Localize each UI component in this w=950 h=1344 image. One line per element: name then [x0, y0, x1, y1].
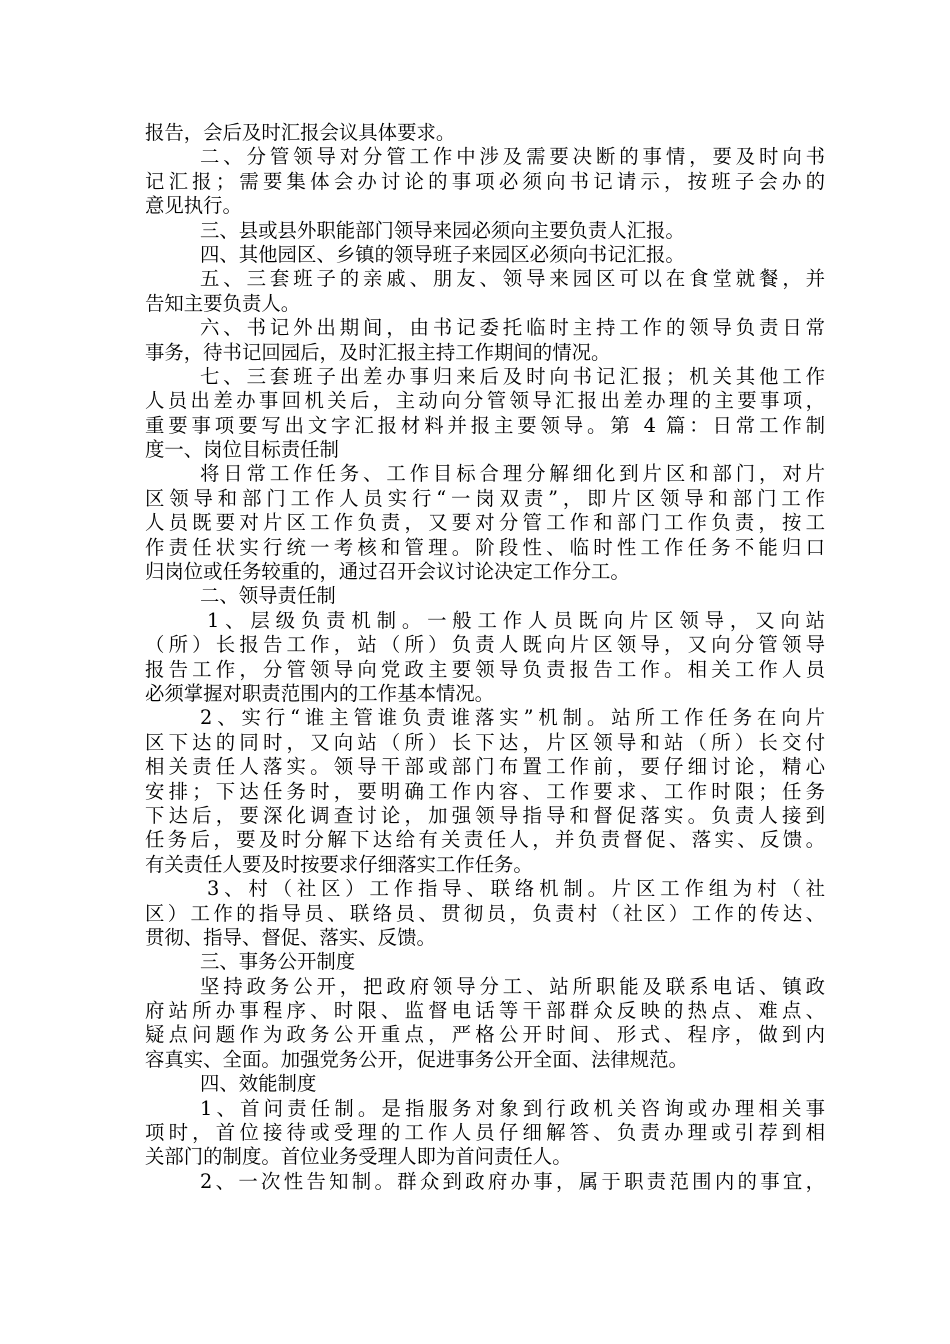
- text-line: 事务，待书记回园后，及时汇报主持工作期间的情况。: [145, 340, 611, 364]
- text-line: 重要事项要写出文字汇报材料并报主要领导。第 4 篇：日常工作制: [145, 413, 825, 437]
- text-line: 有关责任人要及时按要求仔细落实工作任务。: [145, 852, 533, 876]
- text-line: 区）工作的指导员、联络员、贯彻员，负责村（社区）工作的传达、: [145, 901, 825, 925]
- text-line: 二、分管领导对分管工作中涉及需要决断的事情，要及时向书: [200, 145, 825, 169]
- text-line: （所）长报告工作，站（所）负责人既向片区领导，又向分管领导: [145, 633, 825, 657]
- text-line: 2、一次性告知制。群众到政府办事，属于职责范围内的事宜，: [200, 1169, 825, 1193]
- text-line: 相关责任人落实。领导干部或部门布置工作前，要仔细讨论，精心: [145, 755, 825, 779]
- text-line: 五、三套班子的亲戚、朋友、领导来园区可以在食堂就餐，并: [200, 267, 825, 291]
- text-line: 六、书记外出期间，由书记委托临时主持工作的领导负责日常: [200, 316, 825, 340]
- text-line: 区领导和部门工作人员实行“一岗双责”，即片区领导和部门工作: [145, 486, 825, 510]
- text-line: 1、首问责任制。是指服务对象到行政机关咨询或办理相关事: [200, 1096, 825, 1120]
- text-line: 2、实行“谁主管谁负责谁落实”机制。站所工作任务在向片: [200, 706, 825, 730]
- text-line: 度一、岗位目标责任制: [145, 438, 339, 462]
- text-line: 三、县或县外职能部门领导来园必须向主要负责人汇报。: [200, 218, 685, 242]
- text-line: 疑点问题作为政务公开重点，严格公开时间、形式、程序，做到内: [145, 1023, 825, 1047]
- text-line: 容真实、全面。加强党务公开，促进事务公开全面、法律规范。: [145, 1047, 688, 1071]
- document-body: [145, 121, 825, 1194]
- text-line: 府站所办事程序、时限、监督电话等干部群众反映的热点、难点、: [145, 999, 825, 1023]
- text-line: 二、领导责任制: [200, 584, 336, 608]
- text-line: 归岗位或任务较重的，通过召开会议讨论决定工作分工。: [145, 560, 630, 584]
- text-line: 必须掌握对职责范围内的工作基本情况。: [145, 681, 495, 705]
- text-line: 项时，首位接待或受理的工作人员仔细解答、负责办理或引荐到相: [145, 1121, 825, 1145]
- text-line: 坚持政务公开，把政府领导分工、站所职能及联系电话、镇政: [200, 974, 825, 998]
- text-line: 四、其他园区、乡镇的领导班子来园区必须向书记汇报。: [200, 242, 685, 266]
- text-line: 作责任状实行统一考核和管理。阶段性、临时性工作任务不能归口: [145, 535, 825, 559]
- text-line: 关部门的制度。首位业务受理人即为首问责任人。: [145, 1145, 572, 1169]
- text-line: 人员出差办事回机关后，主动向分管领导汇报出差办理的主要事项，: [145, 389, 825, 413]
- text-line: 任务后，要及时分解下达给有关责任人，并负责督促、落实、反馈。: [145, 828, 825, 852]
- text-line: 三、事务公开制度: [200, 950, 356, 974]
- text-line: 七、三套班子出差办事归来后及时向书记汇报；机关其他工作: [200, 364, 825, 388]
- text-line: 记汇报；需要集体会办讨论的事项必须向书记请示，按班子会办的: [145, 169, 825, 193]
- text-line: 3、村（社区）工作指导、联络机制。片区工作组为村（社: [207, 877, 825, 901]
- text-line: 人员既要对片区工作负责，又要对分管工作和部门工作负责，按工: [145, 511, 825, 535]
- text-line: 区下达的同时，又向站（所）长下达，片区领导和站（所）长交付: [145, 730, 825, 754]
- text-line: 1、层级负责机制。一般工作人员既向片区领导，又向站: [207, 608, 825, 632]
- text-line: 贯彻、指导、督促、落实、反馈。: [145, 925, 436, 949]
- text-line: 告知主要负责人。: [145, 291, 301, 315]
- text-line: 报告工作，分管领导向党政主要领导负责报告工作。相关工作人员: [145, 657, 825, 681]
- text-line: 将日常工作任务、工作目标合理分解细化到片区和部门，对片: [200, 462, 825, 486]
- text-line: 下达后，要深化调查讨论，加强领导指导和督促落实。负责人接到: [145, 803, 825, 827]
- text-line: 安排；下达任务时，要明确工作内容、工作要求、工作时限；任务: [145, 779, 825, 803]
- text-line: 意见执行。: [145, 194, 242, 218]
- text-line: 四、效能制度: [200, 1072, 317, 1096]
- text-line: 报告，会后及时汇报会议具体要求。: [145, 121, 456, 144]
